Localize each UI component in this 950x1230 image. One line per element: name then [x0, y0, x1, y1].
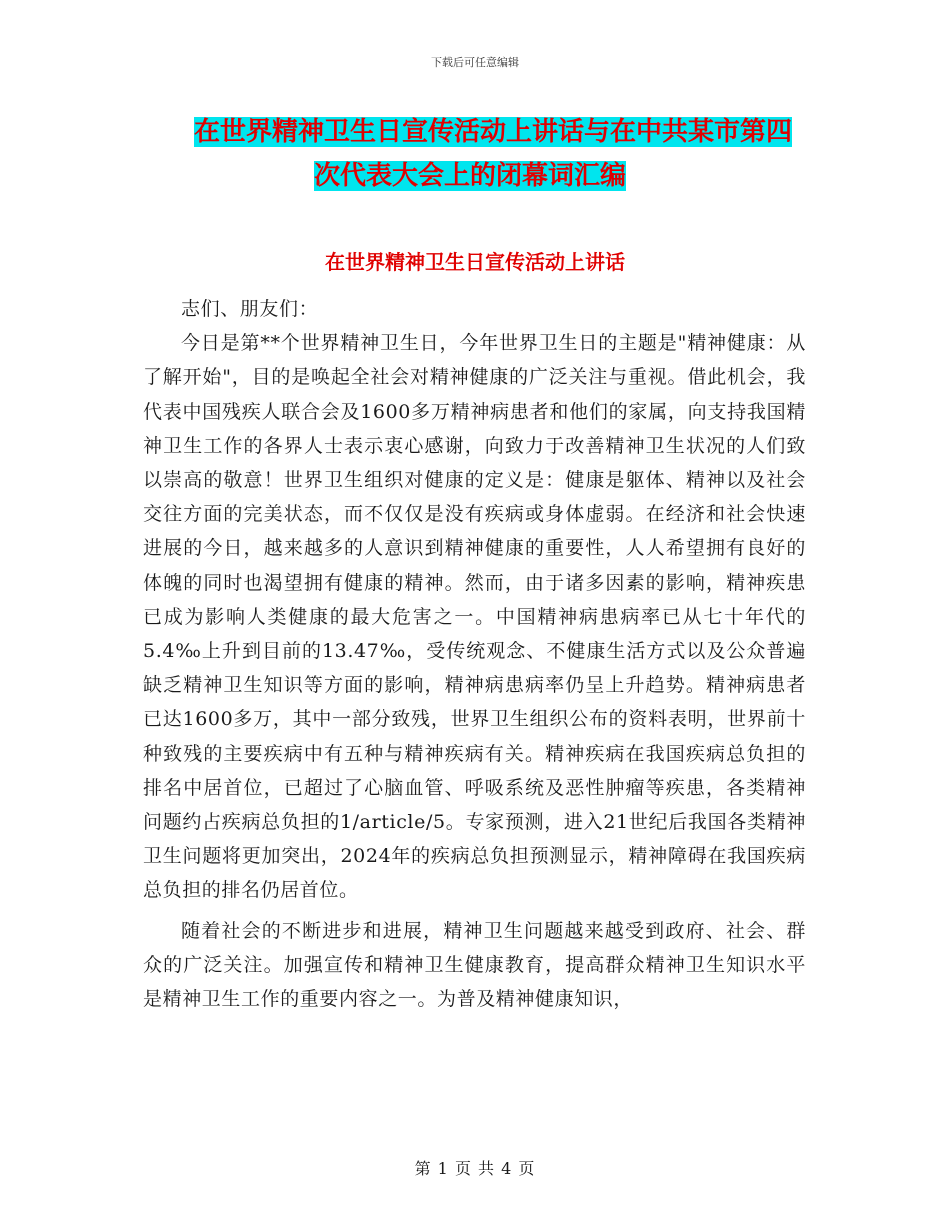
title-line-1: 在世界精神卫生日宣传活动上讲话与在中共某市第四 [194, 117, 793, 147]
header-note: 下载后可任意编辑 [431, 56, 519, 69]
paragraph-2: 随着社会的不断进步和进展，精神卫生问题越来越受到政府、社会、群众的广泛关注。加强宣传和精神卫生健康教育，提高群众精神卫生知识水平是精神卫生工作的重要内容之一。为普及精神健康知识， [143, 919, 806, 1011]
document-title [190, 110, 810, 198]
title-line-2: 次代表大会上的闭幕词汇编 [314, 161, 627, 191]
paragraph-salutation: 志们、朋友们： [181, 298, 319, 320]
section-title: 在世界精神卫生日宣传活动上讲话 [325, 250, 625, 274]
body-text [143, 292, 806, 1016]
page-footer: 第 1 页 共 4 页 [414, 1159, 536, 1178]
paragraph-1: 今日是第**个世界精神卫生日，今年世界卫生日的主题是"精神健康：从了解开始"，目的是唤起全社会对精神健康的广泛关注与重视。借此机会，我代表中国残疾人联合会及1600多万精神病患者和他们的家属，向支持我国精神卫生工作的各界人士表示衷心感谢，向致力于改善精神卫生状况的人们致以崇高的敬意！世界卫生组织对健康的定义是：健康是躯体、精神以及社会交往方面的完美状态，而不仅仅是没有疾病或身体虚弱。在经济和社会快速进展的今日，越来越多的人意识到精神健康的重要性，人人希望拥有良好的体魄的同时也渴望拥有健康的精神。然而，由于诸多因素的影响，精神疾患已成为影响人类健康的最大危害之一。中国精神病患病率已从七十年代的5.4‰上升到目前的13.47‰，受传统观念、不健康生活方式以及公众普遍缺乏精神卫生知识等方面的影响，精神病患病率仍呈上升趋势。精神病患者已达1600多万，其中一部分致残，世界卫生组织公布的资料表明，世界前十种致残的主要疾病中有五种与精神疾病有关。精神疾病在我国疾病总负担的排名中居首位，已超过了心脑血管、呼吸系统及恶性肿瘤等疾患，各类精神问题约占疾病总负担的1/article/5。专家预测，进入21世纪后我国各类精神卫生问题将更加突出，2024年的疾病总负担预测显示，精神障碍在我国疾病总负担的排名仍居首位。 [143, 332, 806, 902]
